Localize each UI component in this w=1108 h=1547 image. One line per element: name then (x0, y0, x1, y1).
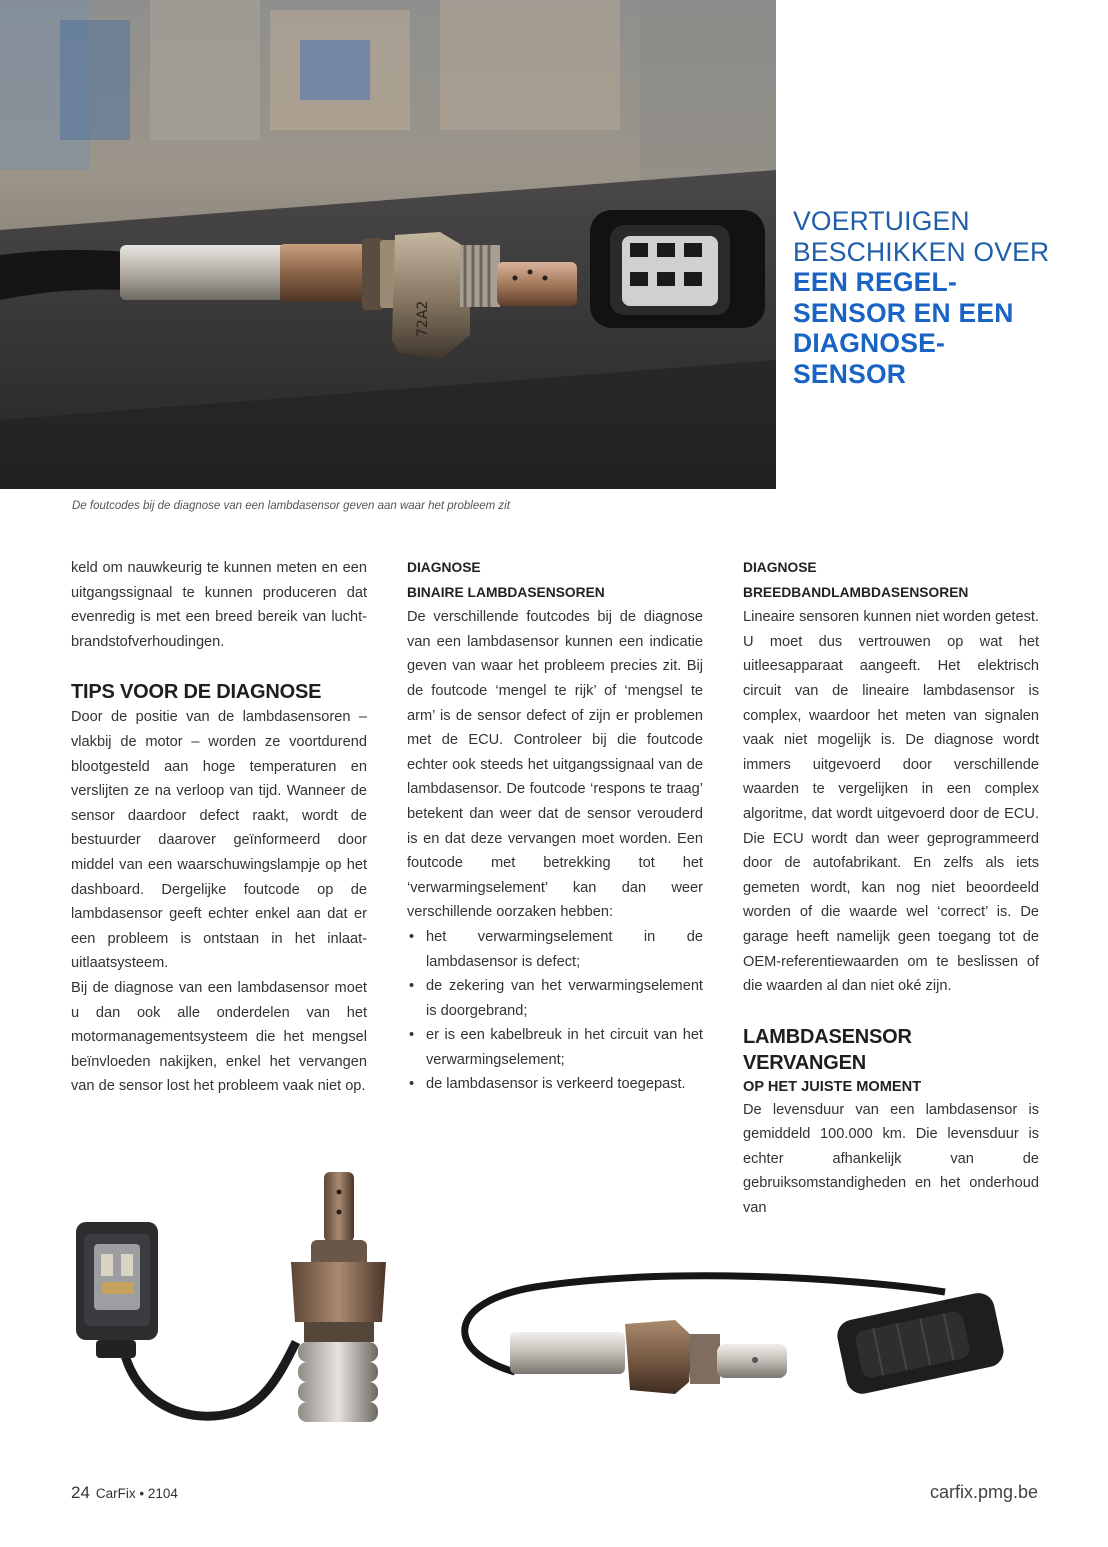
photo-caption: De foutcodes bij de diagnose van een lambdasensor geven aan waar het probleem zit (72, 500, 510, 512)
sensor-marking: 72A2 (415, 300, 431, 337)
pull-quote-line-bold: SENSOR EN EEN (793, 297, 1014, 328)
section-subheading: OP HET JUISTE MOMENT (743, 1078, 922, 1095)
pull-quote-line: BESCHIKKEN OVER (793, 236, 1050, 267)
hero-photo (0, 0, 776, 489)
text-column-3 (743, 556, 1039, 1221)
section-heading-vervangen: LAMBDASENSOR VERVANGEN (743, 1025, 912, 1074)
pull-quote-line: VOERTUIGEN (793, 206, 970, 236)
list-item: • er is een kabelbreuk in het circuit van het verwarmingselement; (407, 1023, 703, 1072)
connector-shape (590, 210, 765, 328)
section-heading-tips: TIPS VOOR DE DIAGNOSE (71, 681, 322, 704)
pull-quote (793, 206, 1093, 389)
publication-name: CarFix • 2104 (95, 1486, 178, 1501)
text-column-1 (71, 556, 367, 1099)
subheading: BINAIRE LAMBDASENSOREN (407, 584, 605, 600)
list-item: • de lambdasensor is verkeerd toegepast. (407, 1072, 703, 1097)
paragraph: Lineaire sensoren kunnen niet worden getest. U moet dus vertrouwen op wat het uitleesapparaat aangeeft. Het elektrisch circuit van de lineaire lambdasensor is complex, waardoor het meten van signalen vaak niet mogelijk is. De diagnose wordt immers uitgevoerd door verschillende waarden te vergelijken in een complex algoritme, dat wordt uitgevoerd door de ECU. Die ECU wordt dan weer geprogrammeerd door de autofabrikant. En zelfs als iets gemeten wordt, kan nog niet beoordeeld worden of die waarde wel ‘correct’ is. De garage heeft namelijk geen toegang tot de OEM-referentiewaarden om te beslissen of die waarden al dan niet oké zijn. (743, 609, 1039, 995)
list-item: • het verwarmingselement in de lambdasensor is defect; (407, 925, 703, 974)
intro-paragraph: keld om nauwkeurig te kunnen meten en een uitgangssignaal te kunnen produceren dat evenredig is met een breed bereik van lucht-brandstofverhoudingen. (71, 560, 367, 650)
bullet-list (407, 925, 703, 1097)
sensor-product-2-graphic (445, 1262, 1025, 1462)
paragraph: De levensduur van een lambdasensor is gemiddeld 100.000 km. Die levensduur is echter afhankelijk van de gebruiksomstandigheden en het onderhoud van (743, 1101, 1039, 1217)
subheading: DIAGNOSE (743, 560, 817, 575)
page-number: 24 (71, 1483, 90, 1502)
list-item: • de zekering van het verwarmingselement is doorgebrand; (407, 974, 703, 1023)
website-link[interactable]: carfix.pmg.be (929, 1482, 1038, 1502)
text-column-2 (407, 556, 703, 1097)
paragraph: De verschillende foutcodes bij de diagnose van een lambdasensor kunnen een indicatie geven van waar het probleem precies zit. Bij de foutcode ‘mengel te rijk’ of ‘mengsel te arm’ is de sensor defect of zijn er problemen met de ECU. Controleer bij die foutcode echter ook steeds het uitgangssignaal van de lambdasensor. De foutcode ‘respons te traag’ betekent dan weer dat de sensor verouderd is en dat deze vervangen moet worden. Een foutcode met betrekking tot het ‘verwarmingselement’ kan dan weer verschillende oorzaken hebben: (407, 609, 703, 921)
product-image-sensor-1 (66, 1162, 396, 1442)
product-image-sensor-2 (445, 1262, 1025, 1462)
lambda-sensor-photo (0, 0, 776, 489)
pull-quote-line-bold: DIAGNOSE- (793, 328, 945, 358)
pull-quote-line-bold: SENSOR (793, 358, 907, 389)
subheading: BREEDBANDLAMBDASENSOREN (743, 584, 969, 600)
pull-quote-line-bold: EEN REGEL- (793, 267, 957, 297)
footer-page-info (71, 1483, 178, 1503)
subheading: DIAGNOSE (407, 560, 481, 575)
paragraph: Door de positie van de lambdasensoren – vlakbij de motor – worden ze voortdurend blootgesteld aan hoge temperaturen en verslijten ze na verloop van tijd. Wanneer de sensor daardoor defect raakt, wordt de bestuurder daarover geïnformeerd door middel van een waarschuwingslampje op het dashboard. Dergelijke foutcode op de lambdasensor geeft echter enkel aan dat er een probleem is ontstaan in het inlaat-uitlaatsysteem. (71, 709, 367, 972)
paragraph: Bij de diagnose van een lambdasensor moet u dan ook alle onderdelen van het motormanagementsysteem die het mengsel beïnvloeden nakijken, enkel het vervangen van de sensor lost het probleem vaak niet op. (71, 979, 367, 1095)
sensor-product-1-graphic (66, 1162, 396, 1442)
